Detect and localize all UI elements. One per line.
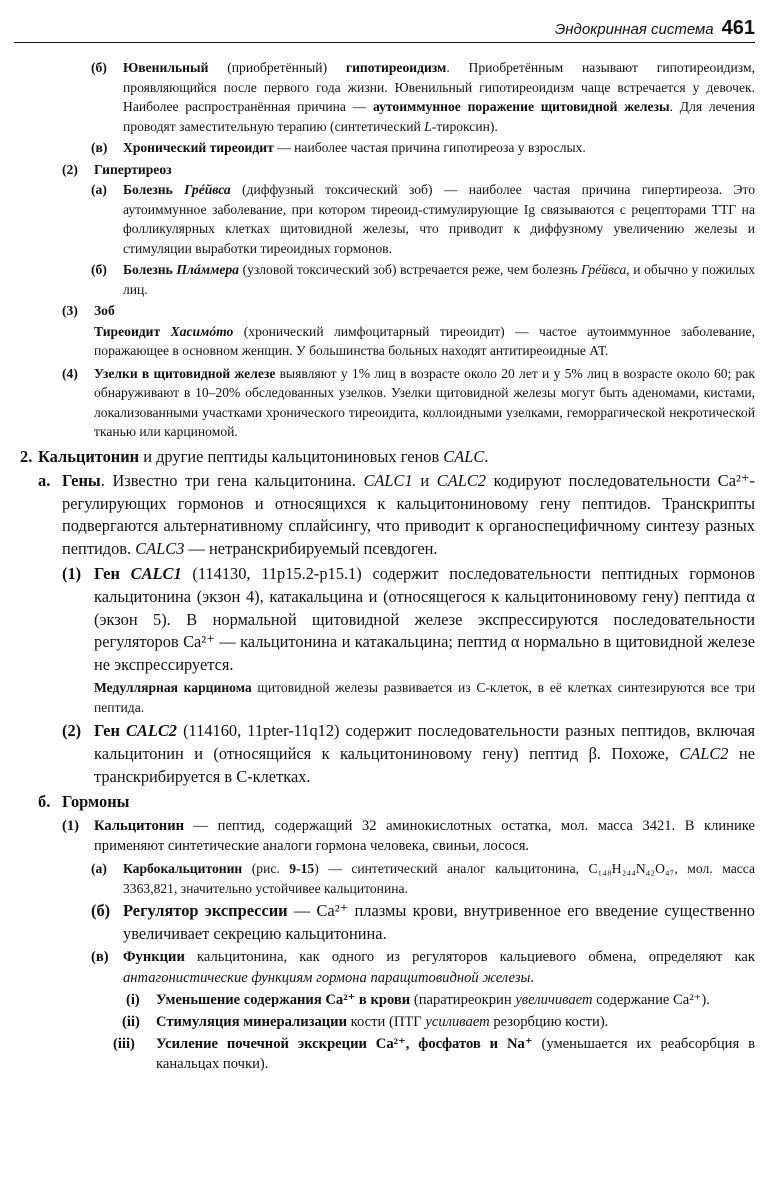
body-text: — Ca²⁺ плазмы крови, внутривенное его введение существенно увеличивает секрецию кальцитонина. [123, 901, 755, 943]
paragraph-b13 [62, 720, 756, 788]
list-marker: (1) [62, 564, 82, 584]
page-number: 461 [721, 17, 755, 39]
emphasis-text: усиливает [425, 1013, 490, 1030]
paragraph-b20 [122, 1012, 755, 1033]
emphasis-text: Ген [94, 564, 131, 584]
body-text: . Приобретённым называют гипотиреоидизм, проявляющийся после первого года жизни. Ювенильный гипотиреоидизм чаще встречается у девочек. Наиболее распространённая причина — [123, 60, 755, 114]
paragraph-b2 [91, 138, 755, 158]
body-text: -тироксин). [431, 118, 498, 134]
paragraph-b17 [91, 900, 755, 945]
list-marker: (в) [91, 140, 108, 155]
emphasis-text: Карбокальцитонин [123, 861, 243, 876]
running-head-section: Эндокринная система [554, 21, 714, 38]
body-text: (узловой токсический зоб) встречается реже, чем болезнь [238, 262, 582, 277]
emphasis-text: Усиление почечной экскреции Ca²⁺, фосфатов и Na⁺ [156, 1035, 533, 1052]
paragraph-b19 [126, 990, 755, 1011]
body-text: . [484, 446, 489, 466]
body-text: . [530, 969, 535, 986]
paragraph-b12 [94, 678, 755, 717]
emphasis-text: Медуллярная карцинома [94, 680, 252, 696]
body-text: (диффузный токсический зоб) — наиболее частая причина гипертиреоза. Это аутоиммунное заболевание, при котором тиреоид-стимулирующие Ig связываются с рецепторами ТТГ на фолликулярных клетках щитовидной железы, что приводит к диффузному увеличению железы и стимуляции выработки тиреоидных гормонов. [123, 182, 755, 256]
emphasis-text: увеличивает [515, 992, 593, 1009]
paragraph-b16 [91, 859, 756, 898]
emphasis-text: CALC1 [130, 564, 182, 584]
paragraph-b4 [91, 180, 755, 258]
emphasis-text: Плáммера [176, 262, 239, 277]
body-text: резорбцию кости). [489, 1013, 609, 1030]
body-text: кальцитонина, как одного из регуляторов кальциевого обмена, определяют как [184, 949, 755, 966]
list-marker: (а) [91, 861, 107, 876]
emphasis-text: Гены [62, 471, 101, 491]
emphasis-text: CALC2 [436, 471, 486, 491]
list-marker: б. [38, 792, 51, 812]
paragraph-b14 [38, 791, 755, 814]
emphasis-text: Регулятор экспрессии [123, 901, 288, 920]
paragraph-b8 [62, 364, 755, 442]
body-text: — наиболее частая причина гипотиреоза у взрослых. [273, 140, 586, 155]
emphasis-text: CALC3 [135, 538, 185, 558]
body-text: (114160, 11pter-11q12) содержит последовательности разных пептидов, включая кальцитонин и (относящийся к кальцитониновому гену) пептид β. Похоже, [94, 721, 756, 764]
emphasis-text: CALC1 [363, 471, 413, 491]
list-marker: (1) [62, 817, 80, 834]
body-text: и [412, 471, 437, 491]
body-text: — пептид, содержащий 32 аминокислотных остатка, мол. масса 3421. В клинике применяют синтетические аналоги гормона человека, свиньи, лосося. [94, 817, 755, 855]
list-marker: 2. [20, 446, 33, 466]
list-marker: (2) [62, 161, 78, 177]
paragraph-b5 [91, 260, 756, 299]
emphasis-text: аутоиммунное поражение щитовидной железы [373, 99, 670, 114]
emphasis-text: CALC2 [125, 721, 177, 741]
emphasis-text: Функции [123, 949, 185, 966]
paragraph-b1 [91, 58, 756, 136]
paragraph-b15 [62, 816, 755, 857]
list-marker: (а) [91, 182, 107, 197]
paragraph-b10 [38, 470, 756, 560]
emphasis-text: Тиреоидит [94, 323, 171, 339]
emphasis-text: Узелки в щитовидной железе [94, 365, 276, 381]
emphasis-text: Зоб [94, 303, 115, 318]
page-header [14, 14, 755, 43]
body-text: , и обычно у пожилых лиц. [123, 262, 756, 297]
paragraph-b7 [94, 322, 755, 361]
list-marker: (ii) [122, 1013, 140, 1030]
emphasis-text: Грéйвса [184, 182, 231, 197]
body-text: (хронический лимфоцитарный тиреоидит) — частое аутоиммунное заболевание, поражающее в основном женщин. У большинства больных находят антитиреоидные АТ. [94, 323, 755, 358]
list-marker: (4) [62, 365, 78, 381]
paragraph-b21 [113, 1034, 755, 1075]
emphasis-text: Гормоны [62, 792, 130, 812]
body-text: кости (ПТГ [347, 1013, 426, 1030]
emphasis-text: антагонистические функциям гормона паращитовидной железы [123, 969, 531, 986]
body-text: (уменьшается их реабсорбция в канальцах почки). [156, 1035, 755, 1073]
body-text: щитовидной железы развивается из С-клеток, в её клетках синтезируются все три пептида. [94, 680, 756, 715]
body-text: — нетранскрибируемый псевдоген. [184, 538, 438, 558]
emphasis-text: Кальцитонин [94, 817, 185, 834]
emphasis-text: L [424, 118, 432, 134]
list-marker: (б) [91, 60, 107, 75]
body-text: кодируют последовательности Ca²⁺-регулирующих гормонов и относящихся к кальцитониновому гену пептидов. Транскрипты подвергаются альтернативному сплайсингу, что приводит к органоспецифичному синтезу разных пептидов. [62, 471, 756, 558]
list-marker: (iii) [113, 1035, 135, 1052]
emphasis-text: Ген [94, 721, 126, 741]
body-text: (паратиреокрин [410, 992, 516, 1009]
emphasis-text: Гипертиреоз [94, 161, 172, 177]
paragraph-b18 [91, 947, 755, 988]
emphasis-text: Болезнь [123, 262, 177, 277]
emphasis-text: Кальцитонин [38, 446, 140, 466]
emphasis-text: Болезнь [123, 182, 185, 197]
emphasis-text: Грéйвса [581, 262, 627, 277]
page-body [0, 58, 769, 1075]
body-text: (114130, 11p15.2-p15.1) содержит последовательности пептидных гормонов кальцитонина (экзон 4), катакальцина и (относящегося к кальцитониновому гену) пептида α (экзон 5). В нормальной щитовидной железе экспрессируются последовательности регуляторов Ca²⁺ — кальцитонина и катакальцина; пептид α нормально в щитовидной железе не экспрессируется. [94, 564, 755, 674]
paragraph-b6 [62, 301, 755, 321]
emphasis-text: гипотиреоидизм [345, 60, 447, 75]
list-marker: (2) [62, 721, 82, 741]
body-text: не транскрибируется в С-клетках. [94, 744, 755, 786]
paragraph-b3 [62, 160, 755, 180]
emphasis-text: CALC [443, 446, 485, 466]
body-text: ) — синтетический аналог кальцитонина, C₁₄₈H₂₄₄N₄₂O₄₇, мол. масса 3363,821, значительно устойчивее кальцитонина. [123, 861, 756, 896]
list-marker: а. [38, 471, 51, 491]
emphasis-text: CALC2 [679, 744, 729, 764]
emphasis-text: Уменьшение содержания Ca²⁺ в крови [156, 992, 411, 1009]
body-text: (рис. [242, 861, 290, 876]
body-text: выявляют у 1% лиц в возрасте около 20 лет и у 5% лиц в возрасте около 60; рак обнаруживают в 10–20% обследованных узелков. Узелки щитовидной железы могут быть аденомами, кистами, локализованными участками хронического тиреоидита, коллоидными узелками, геморрагической некротической тканью или карциномой. [94, 365, 755, 439]
body-text: . Для лечения проводят заместительную терапию (синтетический [123, 99, 756, 134]
list-marker: (б) [91, 901, 111, 920]
list-marker: (в) [91, 949, 109, 966]
list-marker: (3) [62, 303, 78, 318]
list-marker: (б) [91, 262, 107, 277]
body-text: . Известно три гена кальцитонина. [100, 471, 364, 491]
emphasis-text: Хронический тиреоидит [123, 140, 274, 155]
body-text: содержание Ca²⁺). [592, 992, 710, 1009]
paragraph-b11 [62, 563, 755, 676]
body-text: и другие пептиды кальцитониновых генов [139, 446, 444, 466]
body-text: (приобретённый) [208, 60, 346, 75]
emphasis-text: Стимуляция минерализации [156, 1013, 348, 1030]
emphasis-text: 9-15 [289, 861, 315, 876]
emphasis-text: Хасимóто [170, 323, 234, 339]
emphasis-text: Ювенильный [123, 60, 209, 75]
paragraph-b9 [20, 446, 755, 469]
list-marker: (i) [126, 992, 140, 1009]
